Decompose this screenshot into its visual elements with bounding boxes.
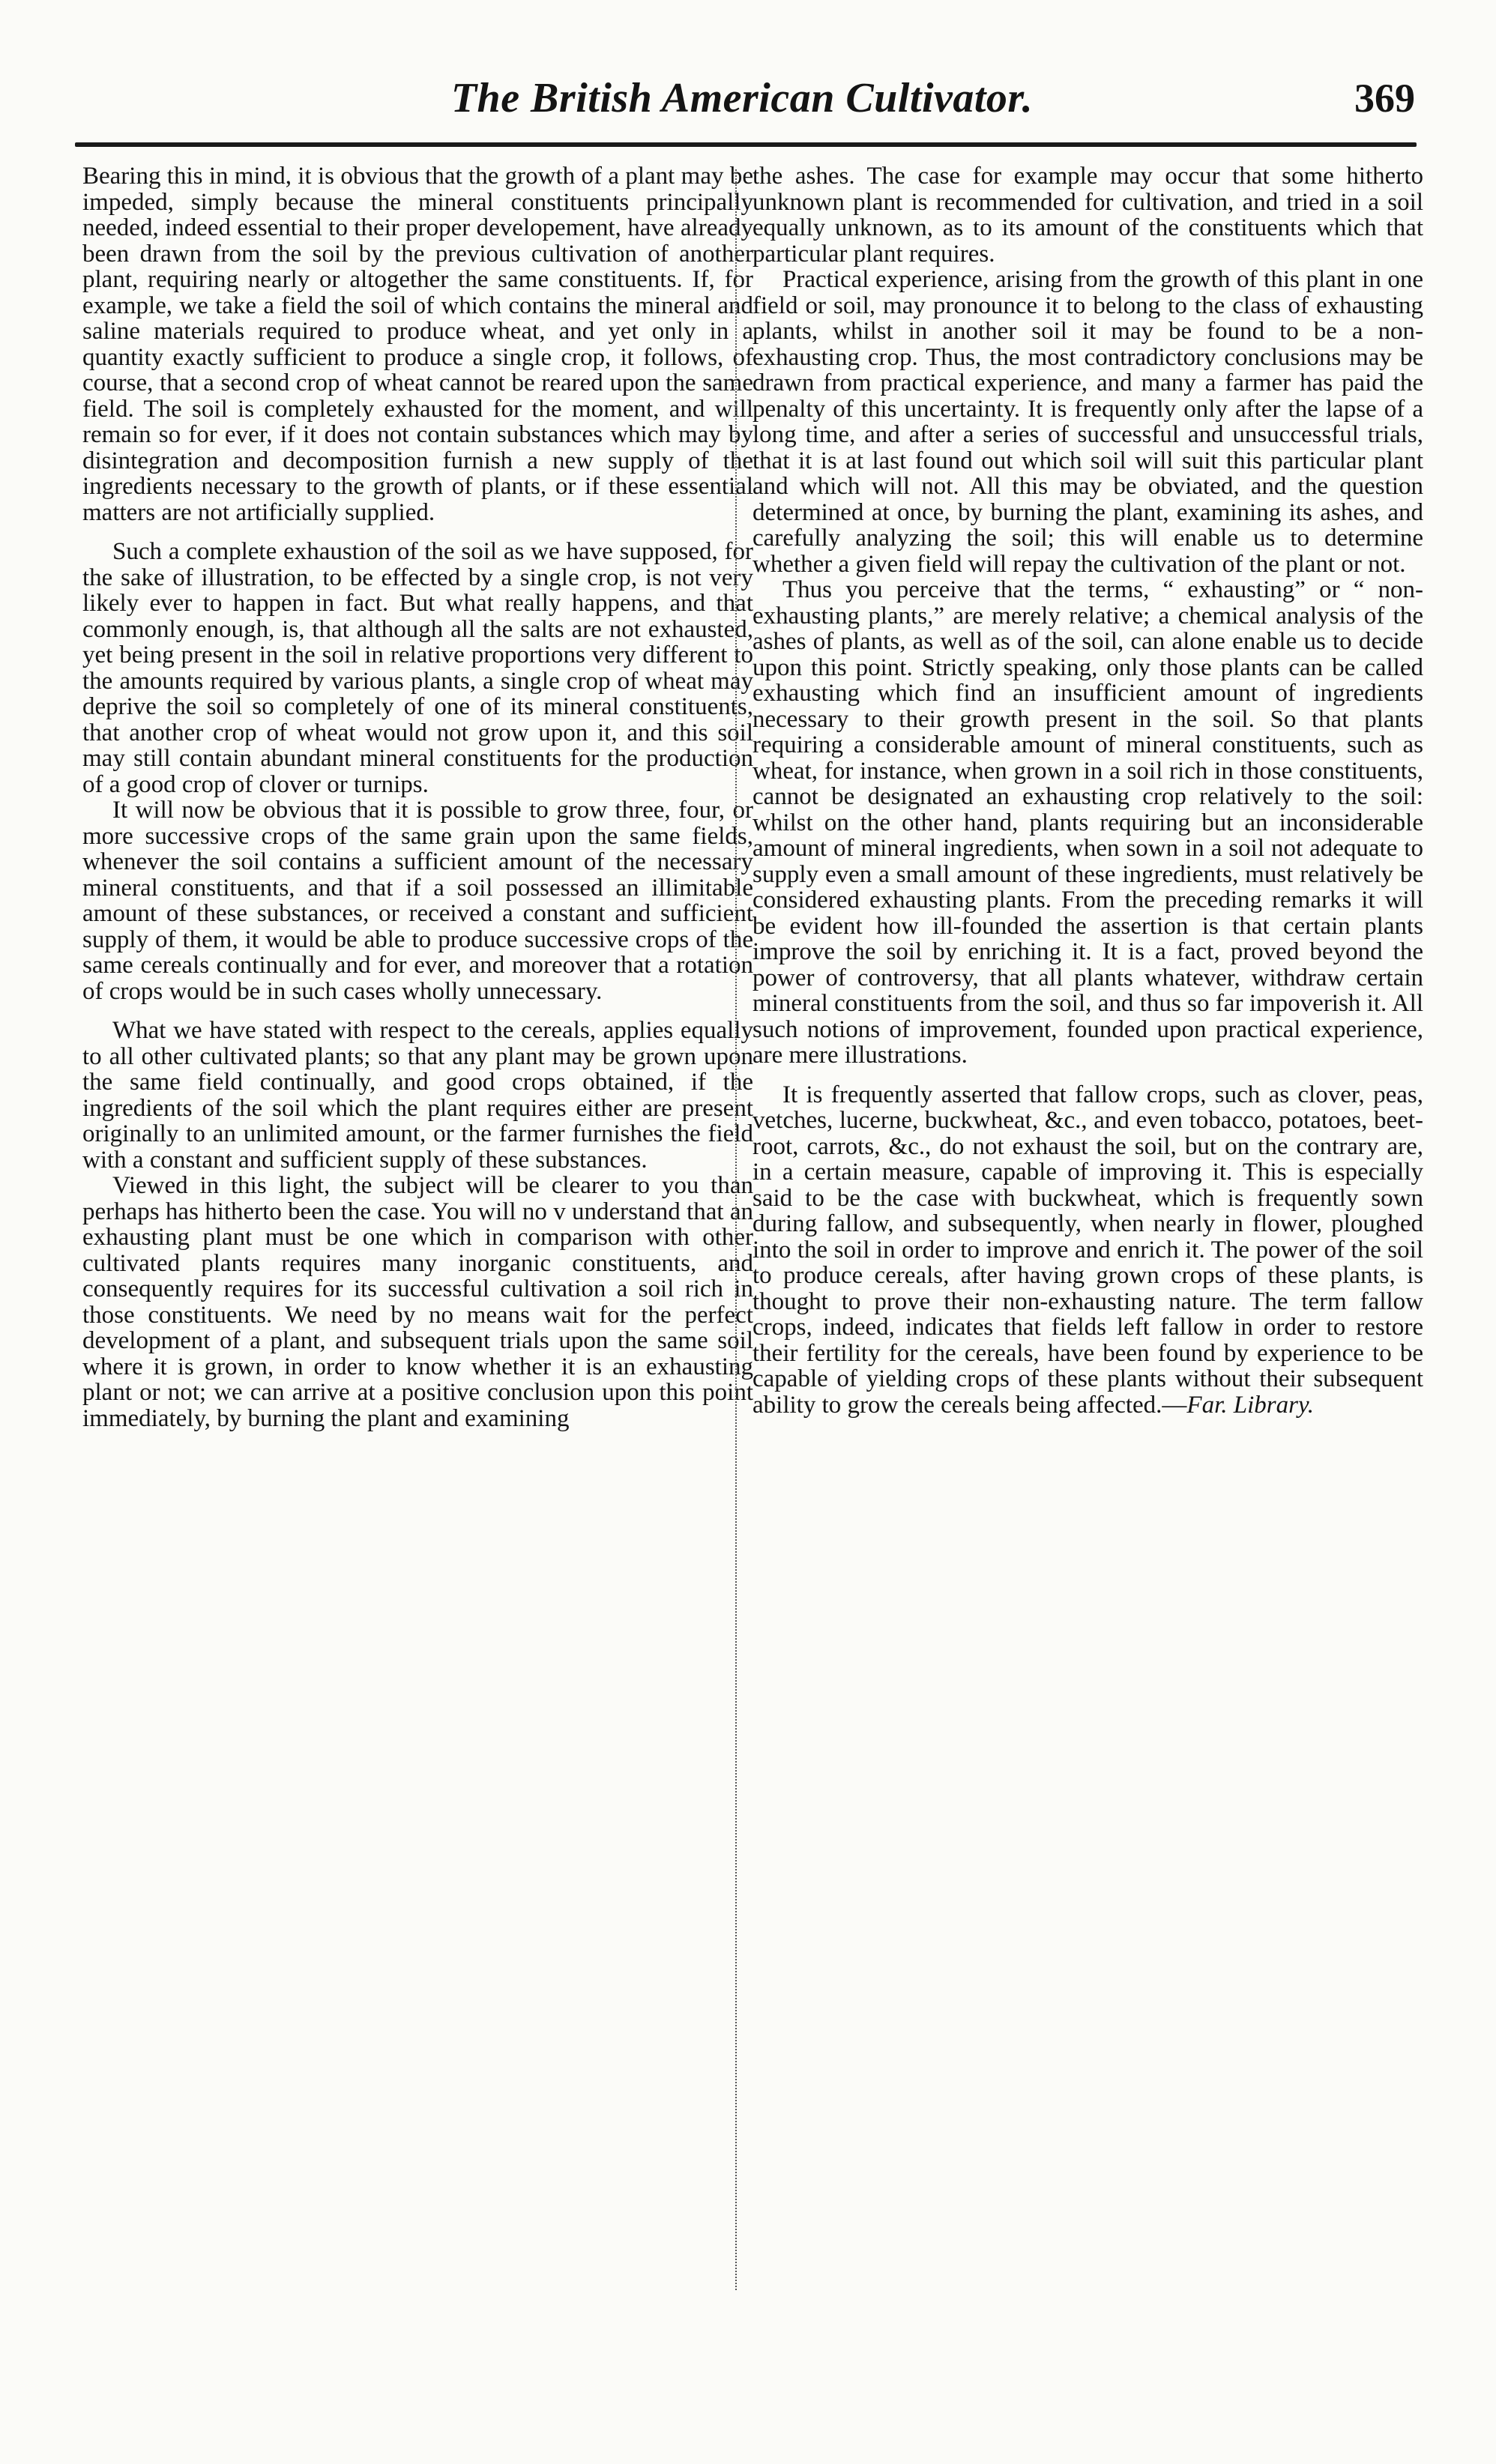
paragraph: Such a complete exhaustion of the soil as we have supposed, for the sake of illustration, to be effected by a single crop, is not very likely ever to happen in fact. But what really happens, and that commonly enough, is, that although all the salts are not exhausted, yet being present in the soil in relative proportions very different to the amounts required by various plants, a single crop of wheat may deprive the soil so completely of one of its mineral constituents, that another crop of wheat would not grow upon it, and this soil may still contain abundant mineral constituents for the production of a good crop of clover or turnips. bbox=[82, 538, 753, 798]
right-column bbox=[752, 163, 1423, 1418]
page-number: 369 bbox=[1354, 76, 1415, 121]
paragraph: Viewed in this light, the subject will be clearer to you than perhaps has hitherto been the case. You will no v understand that an exhausting plant must be one which in comparison with other cultivated plants requires many inorganic constituents, and consequently requires for its successful cultivation a soil rich in those constituents. We need by no means wait for the perfect development of a plant, and subsequent trials upon the same soil where it is grown, in order to know whether it is an exhausting plant or not; we can arrive at a positive conclusion upon this point immediately, by burning the plant and examining bbox=[82, 1172, 753, 1432]
paragraph: Practical experience, arising from the growth of this plant in one field or soil, may pronounce it to belong to the class of exhausting plants, whilst in another soil it may be found to be a non-exhausting crop. Thus, the most contradictory conclusions may be drawn from practical experience, and many a farmer has paid the penalty of this uncertainty. It is frequently only after the lapse of a long time, and after a series of successful and unsuccessful trials, that it is at last found out which soil will suit this particular plant and which will not. All this may be obviated, and the question determined at once, by burning the plant, examining its ashes, and carefully analyzing the soil; this will enable us to determine whether a given field will repay the cultivation of the plant or not. bbox=[752, 266, 1423, 578]
journal-title: The British American Cultivator. bbox=[450, 75, 1034, 121]
column-divider bbox=[735, 169, 737, 2290]
page-header bbox=[67, 72, 1417, 147]
header-rule bbox=[75, 142, 1417, 147]
source-signature: Far. Library. bbox=[1186, 1391, 1315, 1419]
paragraph: Bearing this in mind, it is obvious that the growth of a plant may be impeded, simply because the mineral constituents principally needed, indeed essential to their proper developement, have already been drawn from the soil by the previous cultivation of another plant, requiring nearly or altogether the same constituents. If, for example, we take a field the soil of which contains the mineral and saline materials required to produce wheat, and yet only in a quantity exactly sufficient to produce a single crop, it follows, of course, that a second crop of wheat cannot be reared upon the same field. The soil is completely exhausted for the moment, and will remain so for ever, if it does not contain substances which may by disintegration and decomposition furnish a new supply of the ingredients necessary to the growth of plants, or if these essential matters are not artificially supplied. bbox=[82, 163, 753, 526]
paragraph: What we have stated with respect to the cereals, applies equally to all other cultivated plants; so that any plant may be grown upon the same field continually, and good crops obtained, if the ingredients of the soil which the plant requires either are present originally to an unlimited amount, or the farmer furnishes the field with a constant and sufficient supply of these substances. bbox=[82, 1017, 753, 1174]
paragraph-last bbox=[752, 1082, 1423, 1419]
paragraph: Thus you perceive that the terms, “ exhausting” or “ non-exhausting plants,” are merely relative; a chemical analysis of the ashes of plants, as well as of the soil, can alone enable us to decide upon this point. Strictly speaking, only those plants can be called exhausting which find an insufficient amount of ingredients necessary to their growth present in the soil. So that plants requiring a considerable amount of mineral constituents, such as wheat, for instance, when grown in a soil rich in those constituents, cannot be designated an exhausting crop relatively to the soil: whilst on the other hand, plants requiring but an inconsiderable amount of mineral ingredients, when sown in a soil not adequate to supply even a small amount of these ingredients, must relatively be considered exhausting plants. From the preceding remarks it will be evident how ill-founded the assertion is that certain plants improve the soil by enriching it. It is a fact, proved beyond the power of controversy, that all plants whatever, withdraw certain mineral constituents from the soil, and thus so far impoverish it. All such notions of improvement, founded upon practical experience, are mere illustrations. bbox=[752, 576, 1423, 1069]
paragraph: It will now be obvious that it is possible to grow three, four, or more successive crops of the same grain upon the same fields, whenever the soil contains a sufficient amount of the necessary mineral constituents, and that if a soil possessed an illimitable amount of these substances, or received a constant and sufficient supply of them, it would be able to produce successive crops of the same cereals continually and for ever, and moreover that a rotation of crops would be in such cases wholly unnecessary. bbox=[82, 797, 753, 1005]
paragraph-text: It is frequently asserted that fallow crops, such as clover, peas, vetches, lucerne, buckwheat, &c., and even tobacco, potatoes, beet-root, carrots, &c., do not exhaust the soil, but on the contrary are, in a certain measure, capable of improving it. This is especially said to be the case with buckwheat, which is frequently sown during fallow, and subsequently, when nearly in flower, ploughed into the soil in order to improve and enrich it. The power of the soil to produce cereals, after having grown crops of these plants, is thought to prove their non-exhausting nature. The term fallow crops, indeed, indicates that fields left fallow in order to restore their fertility for the cereals, have been found by experience to be capable of yielding crops of these plants without their subsequent ability to grow the cereals being affected.— bbox=[752, 1081, 1423, 1419]
left-column bbox=[82, 163, 753, 1431]
paragraph: the ashes. The case for example may occur that some hitherto unknown plant is recommended for cultivation, and tried in a soil equally unknown, as to its amount of the constituents which that particular plant requires. bbox=[752, 163, 1423, 268]
